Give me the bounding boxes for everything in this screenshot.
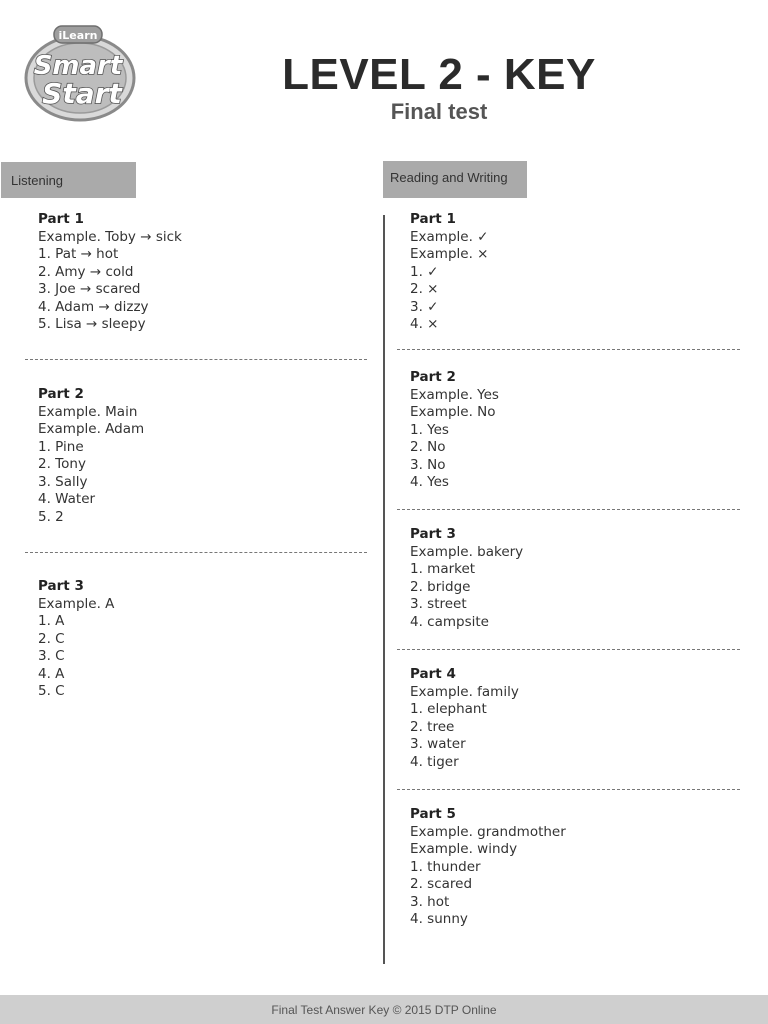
answer-line: 1. Pine [38,438,84,455]
part-title: Part 4 [410,666,456,682]
answer-line: 2. scared [410,876,473,892]
svg-text:iLearn: iLearn [58,29,98,42]
page-footer [0,995,768,1024]
answer-line: Example. Toby → sick [38,228,182,245]
reading-part-3 [410,526,523,631]
answer-line: Example. family [410,683,519,700]
dashed-separator [397,789,740,790]
smart-start-logo [20,22,138,122]
listening-part-2 [38,386,144,526]
part-title: Part 1 [38,211,84,227]
answer-line: Example. Adam [38,421,145,437]
dashed-separator [397,649,740,650]
answer-line: 2. C [38,630,65,647]
answer-line: 3. hot [410,893,450,910]
part-title: Part 5 [410,806,456,822]
answer-line: Example. ✓ [410,228,489,245]
answer-line: Example. windy [410,841,518,857]
answer-line: 2. bridge [410,578,471,595]
answer-line: 1. elephant [410,701,487,717]
footer-text: Final Test Answer Key © 2015 DTP Online [271,1002,497,1017]
answer-line: Example. A [38,595,115,612]
answer-line: 4. Adam → dizzy [38,298,149,315]
answer-line: Example. No [410,404,496,420]
answer-line: 4. campsite [410,613,489,630]
dashed-separator [25,359,367,360]
answer-line: 1. A [38,613,65,629]
answer-line: Example. × [410,246,489,262]
answer-line: 2. × [410,281,439,297]
answer-line: 3. ✓ [410,298,439,315]
column-divider [383,215,385,964]
reading-part-1 [410,211,488,334]
answer-line: 2. No [410,439,446,455]
svg-text:Smart: Smart [33,51,123,81]
answer-line: Example. Yes [410,386,499,403]
answer-line: 1. Yes [410,421,449,438]
section-tab-listening: Listening [1,162,136,198]
dashed-separator [397,509,740,510]
part-title: Part 3 [410,526,456,542]
answer-line: 5. C [38,683,65,699]
page-subtitle: Final test [390,99,488,124]
answer-line: 2. tree [410,718,455,735]
answer-line: 3. water [410,736,466,752]
answer-line: 5. 2 [38,508,64,525]
answer-line: Example. grandmother [410,823,566,840]
answer-line: 4. × [410,316,439,332]
answer-line: 3. No [410,456,446,473]
answer-line: 3. Sally [38,473,88,490]
answer-line: Example. bakery [410,543,524,560]
answer-line: 4. Yes [410,474,449,490]
answer-line: 4. A [38,665,65,682]
listening-part-1 [38,211,182,334]
answer-line: 1. Pat → hot [38,246,119,262]
svg-text:Start: Start [42,77,122,110]
reading-part-4 [410,666,519,771]
answer-line: 3. Joe → scared [38,281,141,297]
section-tab-reading-writing: Reading and Writing [383,161,527,198]
page-title: LEVEL 2 - KEY [282,50,596,99]
answer-line: 3. street [410,596,467,612]
dashed-separator [25,552,367,553]
part-title: Part 2 [38,386,84,402]
answer-line: 3. C [38,648,65,664]
listening-part-3 [38,578,114,701]
answer-line: 1. thunder [410,858,481,875]
answer-line: 4. tiger [410,753,459,770]
answer-line: 4. Water [38,491,96,507]
answer-line: Example. Main [38,403,138,420]
answer-line: 1. ✓ [410,263,439,280]
part-title: Part 1 [410,211,456,227]
answer-line: 4. sunny [410,911,468,927]
answer-line: 1. market [410,561,476,577]
part-title: Part 2 [410,369,456,385]
dashed-separator [397,349,740,350]
part-title: Part 3 [38,578,84,594]
reading-part-5 [410,806,566,929]
reading-part-2 [410,369,499,492]
answer-line: 2. Amy → cold [38,263,134,280]
answer-line: 2. Tony [38,456,86,472]
answer-line: 5. Lisa → sleepy [38,316,146,332]
